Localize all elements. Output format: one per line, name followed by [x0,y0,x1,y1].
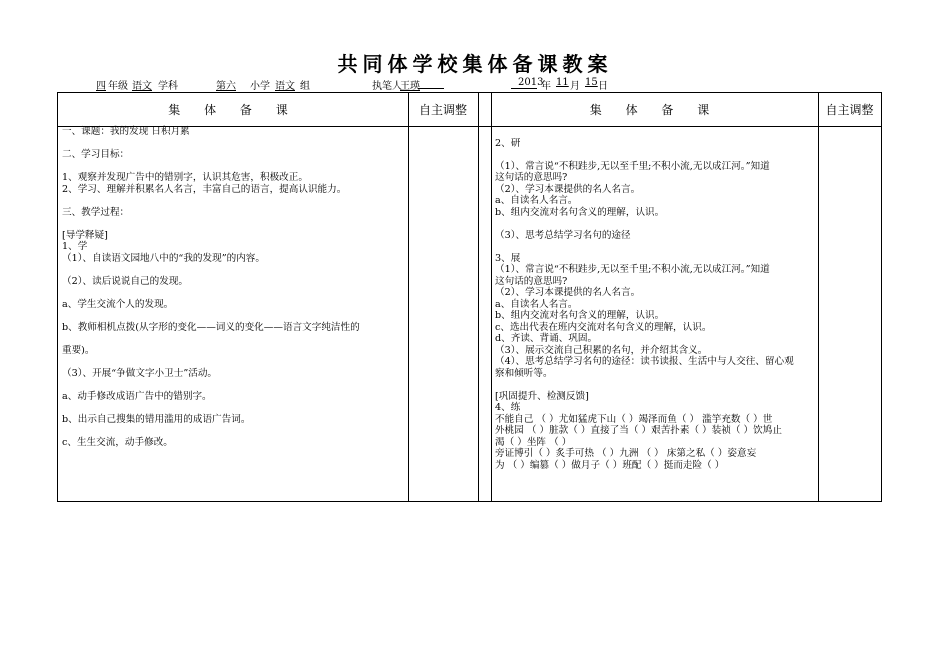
plan-line: 一、课题：我的发现 日积月累 [62,126,190,137]
info-line [0,77,950,91]
plan-line [495,379,820,391]
plan-line: （2）、学习本课提供的名人名言。 [495,287,641,298]
plan-line: c、生生交流，动手修改。 [62,436,173,448]
plan-line [495,241,820,253]
divider-right-start [491,93,492,501]
plan-line: （3）、展示交流自己积累的名句，并介绍其含义。 [495,344,708,356]
plan-line [62,264,405,276]
plan-line: b、组内交流对名句含义的理解，认识。 [495,206,665,218]
plan-line [62,287,405,299]
subject-value: 语文 [132,81,152,92]
plan-line [62,379,405,391]
plan-line: [巩固提升、检测反馈] [495,390,589,402]
right-plan-content [495,126,820,471]
plan-line [62,356,405,368]
header-right-adjust: 自主调整 [825,103,874,117]
plan-line: （1）、常言说“不积跬步,无以至千里;不积小流,无以成江河。”知道 [495,160,770,172]
plan-line: （1）、常言说“不积跬步,无以至千里;不积小流,无以成江河。”知道 [495,264,770,275]
plan-line [62,333,405,345]
plan-line [62,161,405,173]
month-label: 月 [570,81,580,92]
plan-line: 不能自己 （ ）尤如猛虎下山（ ）竭泽而鱼（ ） 滥竽充数（ ）世 [495,413,773,425]
plan-line: a、自读名人名言。 [495,298,578,310]
group-subject: 语文 [275,81,295,92]
plan-line: 2、研 [495,137,521,149]
writer-label: 执笔人 [372,81,402,92]
group-school: 小学 [250,81,270,92]
plan-line: a、学生交流个人的发现。 [62,298,174,310]
grade-label: 年级 [108,81,128,92]
plan-line: 三、教学过程： [62,206,130,218]
plan-line: （3）、开展“争做文字小卫士”活动。 [62,367,218,379]
plan-line: （2）、学习本课提供的名人名言。 [495,183,641,195]
writer-underline [418,77,444,89]
plan-line: d、齐读、背诵、巩固。 [495,333,598,344]
grade-value: 四 [96,81,106,92]
plan-line [62,138,405,150]
document-title: 共同体学校集体备课教案 [337,52,613,76]
divider-left-adjust [408,93,409,501]
plan-line: [导学释疑] [62,229,108,241]
plan-line: 为 （ ）编篡（ ）做月子（ ）班配（ ）挺而走险（ ） [495,459,725,471]
plan-line: 二、学习目标： [62,149,130,160]
plan-line [495,126,820,138]
plan-line: b、教师相机点拨(从字形的变化——词义的变化——语言文字纯洁性的 [62,321,360,333]
writer-name: 王瑛 [400,81,420,92]
plan-line: （2）、读后说说自己的发现。 [62,275,189,287]
group-label: 组 [300,81,310,92]
plan-line: c、选出代表在班内交流对名句含义的理解，认识。 [495,321,712,333]
plan-line: b、出示自己搜集的错用滥用的成语广告词。 [62,413,251,425]
month-value: 11 [556,77,569,88]
plan-line [62,425,405,437]
header-left-adjust: 自主调整 [418,103,467,117]
plan-line: 4、练 [495,402,521,413]
plan-line [495,149,820,161]
plan-line: 旁证博引（ ）炙手可热 （ ）九洲 （ ） 床第之私（ ）姿意妄 [495,448,757,459]
divider-left-end [478,93,479,501]
day-value: 15 [585,77,598,88]
day-label: 日 [598,81,608,92]
header-right-plan: 集 体 备 课 [589,103,720,117]
plan-line: 外桃园 （ ）脏款（ ）直接了当（ ）艰苦扑素（ ）装祯（ ）饮鸠止 [495,425,782,436]
left-plan-content [62,126,405,448]
plan-line [62,310,405,322]
plan-line: 1、观察并发现广告中的错别字，认识其危害，积极改正。 [62,172,308,183]
year-label: 年 [541,81,551,92]
plan-line [62,195,405,207]
header-left-plan: 集 体 备 课 [168,103,298,117]
plan-line: 这句话的意思吗? [495,172,568,183]
plan-line [62,218,405,230]
plan-line: （1）、自读语文园地八中的“我的发现”的内容。 [62,252,265,264]
plan-line [495,218,820,230]
plan-line: （4）、思考总结学习名句的途径：读书读报、生活中与人交往、留心观 [495,356,794,367]
plan-line: 2、学习、理解并积累名人名言，丰富自己的语言，提高认识能力。 [62,183,347,195]
group-number: 第六 [216,81,236,92]
subject-label: 学科 [158,81,178,92]
plan-line: 1、学 [62,241,88,252]
plan-line: 3、展 [495,252,521,264]
plan-line: b、组内交流对名句含义的理解，认识。 [495,310,665,321]
plan-line: a、动手修改成语广告中的错别字。 [62,390,212,402]
plan-line: （3）、思考总结学习名句的途径 [495,229,631,241]
plan-line: a、自读名人名言。 [495,195,578,206]
plan-line: 重要)。 [62,344,95,356]
year-value: 2013 [518,77,544,88]
plan-line: 渴（ ）坐阵 （ ） [495,436,572,448]
plan-line [62,402,405,414]
plan-line: 察和倾听等。 [495,367,553,379]
plan-line: 这句话的意思吗? [495,275,568,287]
